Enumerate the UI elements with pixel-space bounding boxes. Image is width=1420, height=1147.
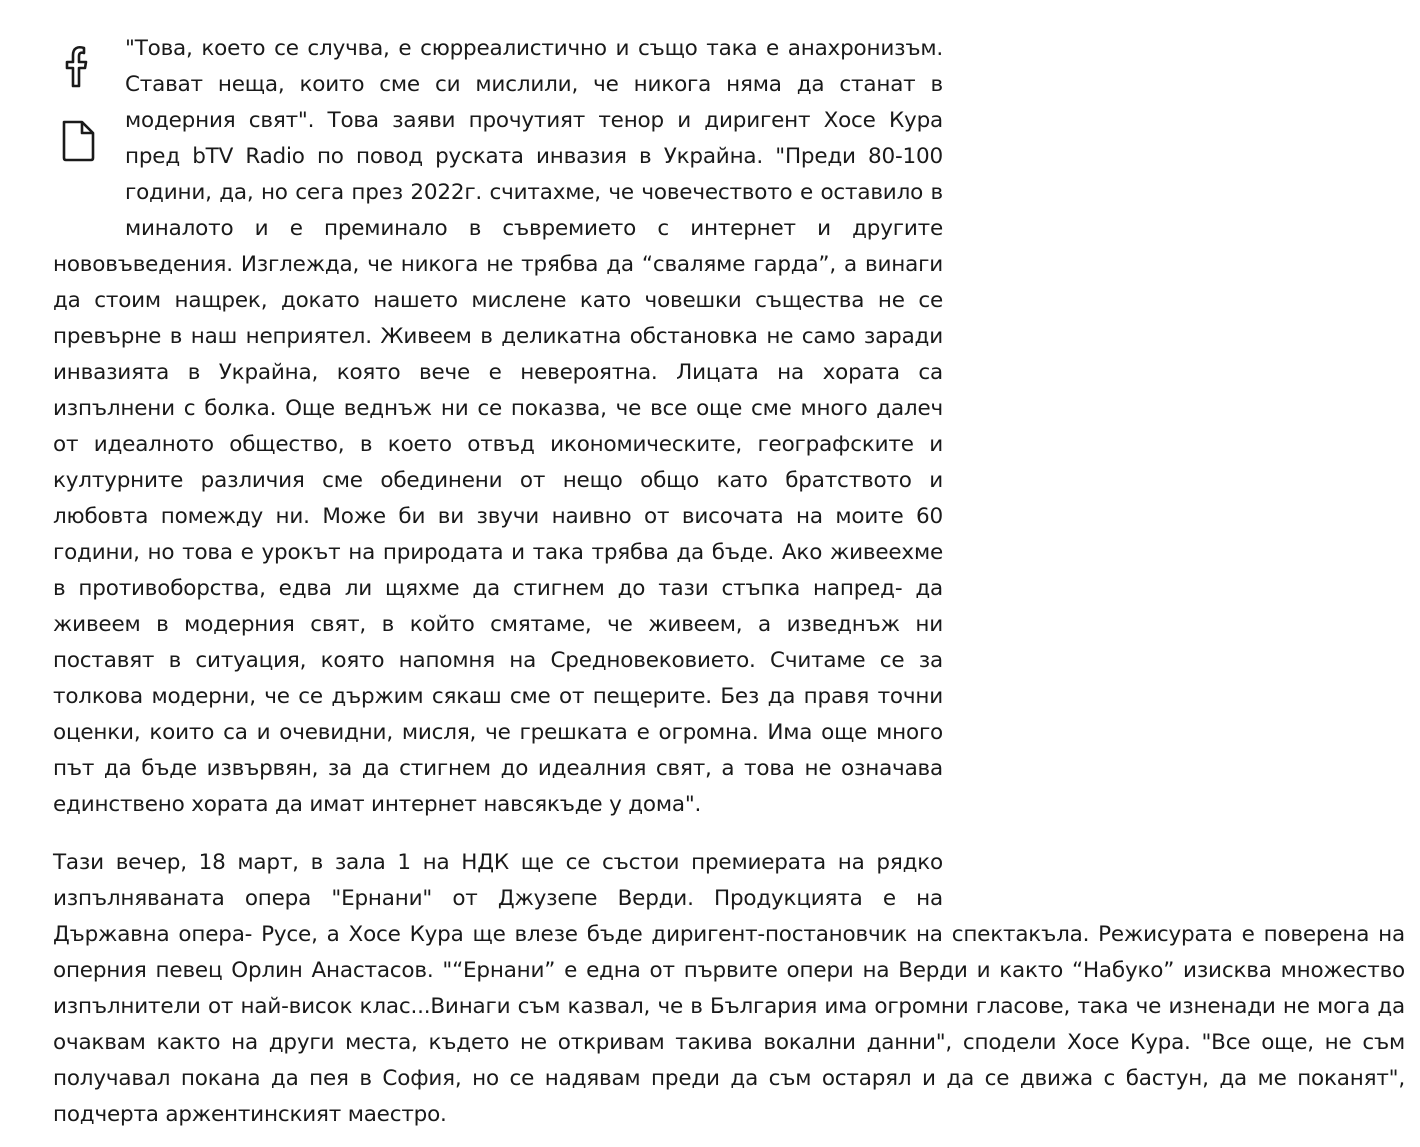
article-paragraph-2: Тази вечер, 18 март, в зала 1 на НДК ще се състои премиерата на рядко изпълняваната опера "Ернани" от Джузепе Верди. Продукцията е на Държавна опера- Русе, а Хосе Кура ще влезе бъде диригент-постановчик на спектакъла. Режисурата е поверена на оперния певец Орлин Анастасов. "“Ернани” е една от първите опери на Верди и както “Набуко” изисква множество изпълнители от най-висок клас...Винаги съм казвал, че в България има огромни гласове, така че изненади не мога да очаквам както на други места, където не откривам такива вокални данни", сподели Хосе Кура. "Все още, не съм получавал покана да пея в София, но се надявам преди да съм остарял и да се движа с бастун, да ме поканят", подчерта аржентинският маестро. [53,850,1405,1127]
article-body [53,31,1405,1133]
article-paragraph-2-wrapper [53,845,1405,1133]
article-paragraph-1: "Това, което се случва, е сюрреалистично и също така е анахронизъм. Стават неща, които сме си мислили, че никога няма да станат в модерния свят". Това заяви прочутият тенор и диригент Хосе Кура пред bTV Radio по повод руската инвазия в Украйна. "Преди 80-100 години, да, но сега през 2022г. считахме, че човечеството е оставило в миналото и е преминало в съвремието с интернет и другите нововъведения. Изглежда, че никога не трябва да “сваляме гарда”, а винаги да стоим нащрек, докато нашето мислене като човешки същества не се превърне в наш неприятел. Живеем в деликатна обстановка не само заради инвазията в Украйна, която вече е невероятна. Лицата на хората са изпълнени с болка. Още веднъж ни се показва, че все още сме много далеч от идеалното общество, в което отвъд икономическите, географските и културните различия сме обединени от нещо общо като братството и любовта помежду ни. Може би ви звучи наивно от височата на моите 60 години, но това е урокът на природата и така трябва да бъде. Ако живеехме в противоборства, едва ли щяхме да стигнем до тази стъпка напред- да живеем в модерния свят, в който смятаме, че живеем, а изведнъж ни поставят в ситуация, която напомня на Средновековието. Считаме се за толкова модерни, че се държим сякаш сме от пещерите. Без да правя точни оценки, които са и очевидни, мисля, че грешката е огромна. Има още много път да бъде извървян, за да стигнем до идеалния свят, а това не означава единствено хората да имат интернет навсякъде у дома". [53,36,943,817]
